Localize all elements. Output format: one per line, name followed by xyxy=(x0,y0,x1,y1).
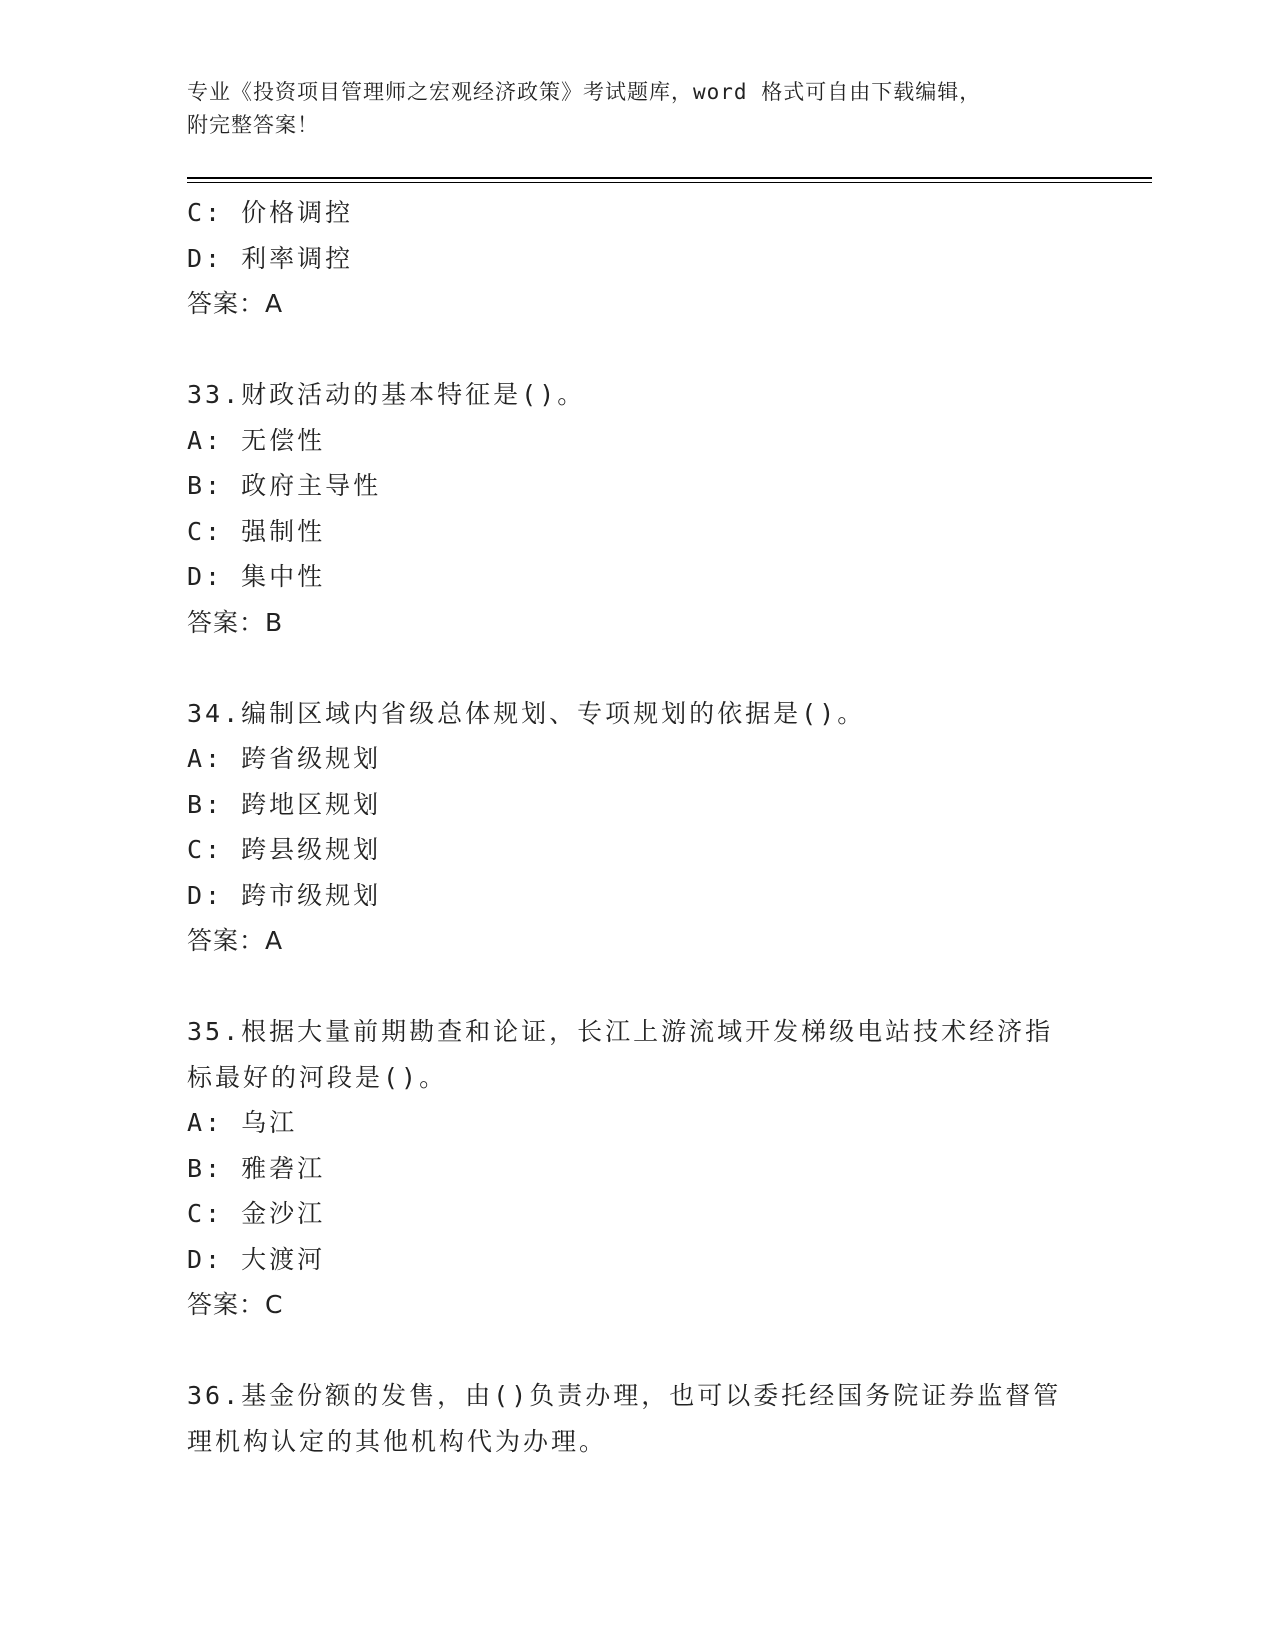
question-block xyxy=(187,1009,1152,1328)
question-stem: 34.编制区域内省级总体规划、专项规划的依据是()。 xyxy=(187,698,866,728)
question-block xyxy=(187,691,1152,964)
option-d: D: 跨市级规划 xyxy=(187,880,382,910)
option-c: C: 跨县级规划 xyxy=(187,835,382,864)
option-a: A: 无偿性 xyxy=(187,425,326,455)
question-block xyxy=(187,1373,1152,1464)
question-stem: 36.基金份额的发售，由()负责办理，也可以委托经国务院证券监督管 xyxy=(187,1381,1062,1410)
header-divider xyxy=(187,182,1152,183)
question-block xyxy=(187,190,1152,327)
question-list xyxy=(187,190,1152,1464)
option-b: B: 雅砻江 xyxy=(187,1153,326,1183)
option-d: D: 大渡河 xyxy=(187,1244,326,1274)
option-d: D: 集中性 xyxy=(187,562,326,591)
question-stem-continued: 理机构认定的其他机构代为办理。 xyxy=(187,1426,608,1456)
header-line: 附完整答案！ xyxy=(187,113,319,137)
option-c: C: 价格调控 xyxy=(187,198,354,227)
option-c: C: 金沙江 xyxy=(187,1199,326,1228)
option-b: B: 跨地区规划 xyxy=(187,789,382,819)
question-stem: 35.根据大量前期勘查和论证，长江上游流域开发梯级电站技术经济指 xyxy=(187,1017,1054,1046)
answer-label: 答案：A xyxy=(187,289,284,318)
header-line: 专业《投资项目管理师之宏观经济政策》考试题库，word 格式可自由下载编辑， xyxy=(187,80,982,104)
document-header xyxy=(187,76,1067,142)
question-stem: 33.财政活动的基本特征是()。 xyxy=(187,380,586,409)
answer-label: 答案：B xyxy=(187,607,284,637)
answer-label: 答案：A xyxy=(187,926,284,955)
answer-label: 答案：C xyxy=(187,1290,284,1319)
option-a: A: 乌江 xyxy=(187,1108,298,1137)
option-d: D: 利率调控 xyxy=(187,243,354,273)
option-a: A: 跨省级规划 xyxy=(187,744,382,773)
question-stem-continued: 标最好的河段是()。 xyxy=(187,1062,448,1092)
question-block xyxy=(187,372,1152,645)
header-divider xyxy=(187,177,1152,179)
option-c: C: 强制性 xyxy=(187,516,326,546)
option-b: B: 政府主导性 xyxy=(187,471,382,500)
